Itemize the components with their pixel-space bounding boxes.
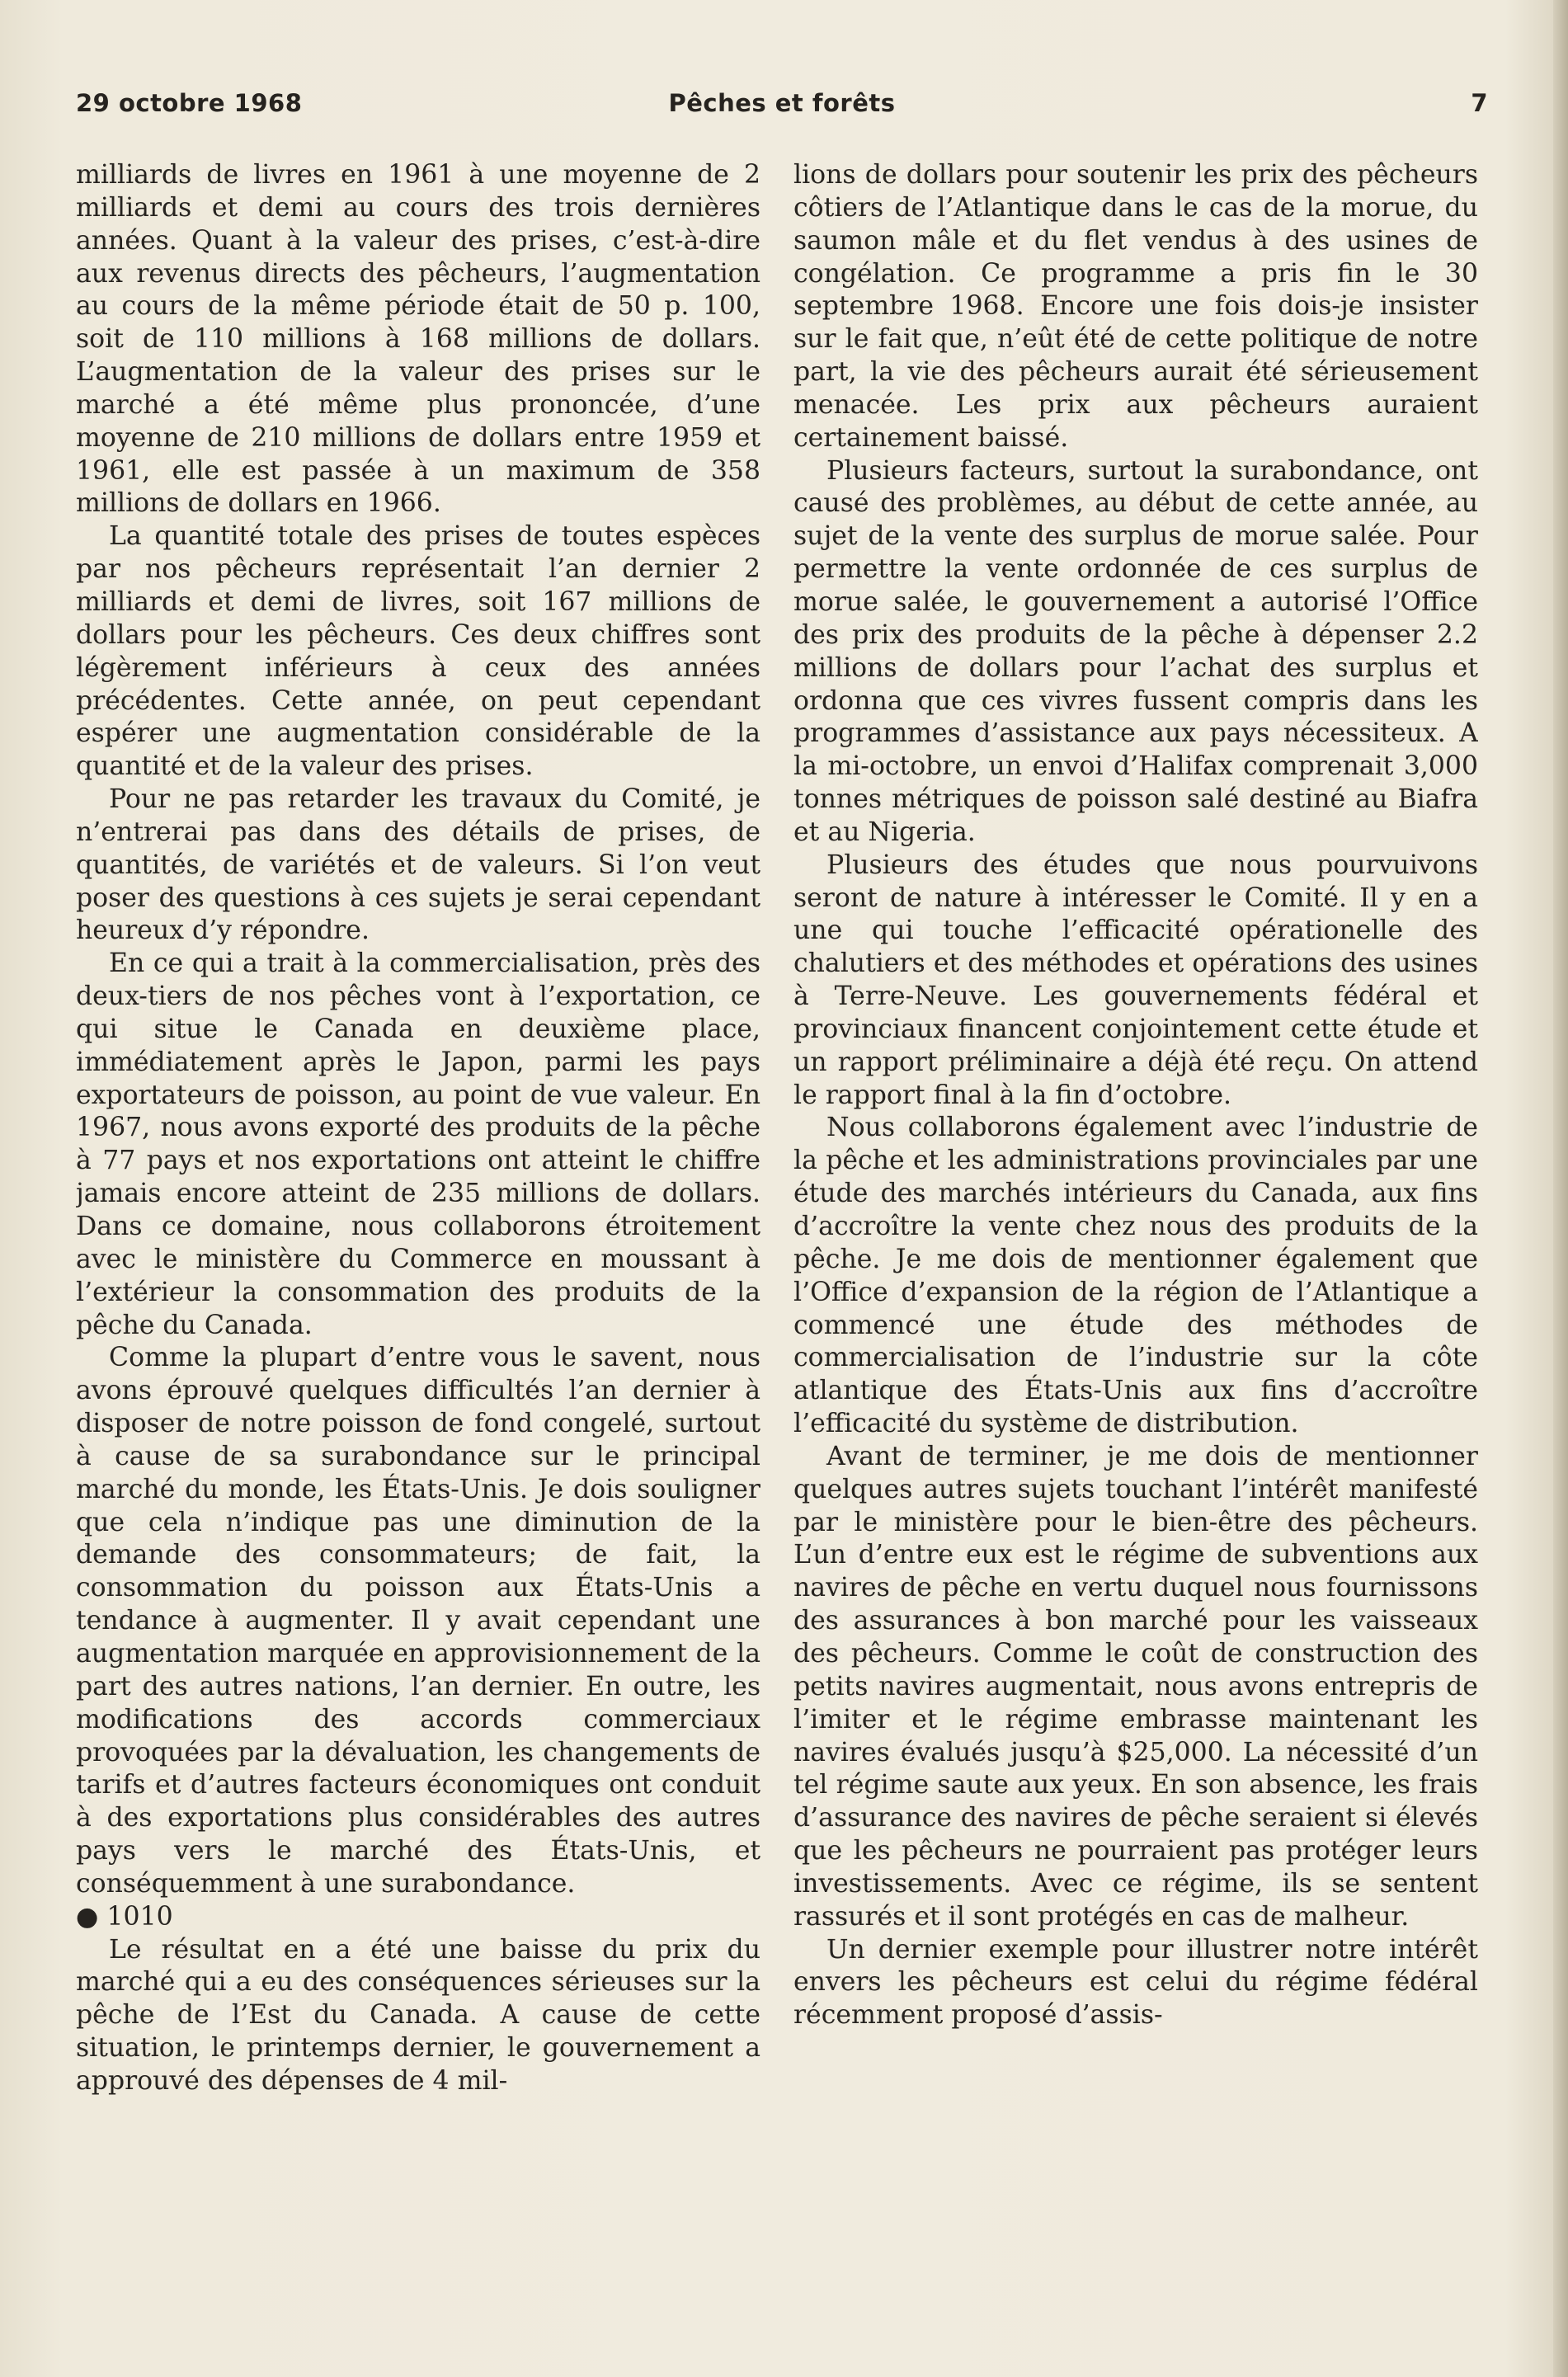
page-number: 7: [1471, 89, 1488, 117]
paragraph: Avant de terminer, je me dois de mentionner quelques autres sujets touchant l’intérêt manifesté par le ministère pour le bien-être des pêcheurs. L’un d’entre eux est le régime de subventions aux navires de pêche en vertu duquel nous fournissons des assurances à bon marché pour les vaisseaux des pêcheurs. Comme le coût de construction des petits navires augmentait, nous avons entrepris de l’imiter et le régime embrasse maintenant les navires évalués jusqu’à $25,000. La nécessité d’un tel régime saute aux yeux. En son absence, les frais d’assurance des navires de pêche seraient si élevés que les pêcheurs ne pourraient pas protéger leurs investissements. Avec ce régime, ils se sentent rassurés et il sont protégés en cas de malheur.: [793, 1441, 1478, 1932]
running-header: [76, 89, 1488, 125]
paragraph: Plusieurs facteurs, surtout la surabondance, ont causé des problèmes, au début de cette année, au sujet de la vente des surplus de morue salée. Pour permettre la vente ordonnée de ces surplus de morue salée, le gouvernement a autorisé l’Office des prix des produits de la pêche à dépenser 2.2 millions de dollars pour l’achat des surplus et ordonna que ces vivres fussent compris dans les programmes d’assistance aux pays nécessiteux. A la mi-octobre, un envoi d’Halifax comprenait 3,000 tonnes métriques de poisson salé destiné au Biafra et au Nigeria.: [793, 455, 1478, 847]
paragraph: lions de dollars pour soutenir les prix des pêcheurs côtiers de l’Atlantique dans le cas de la morue, du saumon mâle et du flet vendus à des usines de congélation. Ce programme a pris fin le 30 septembre 1968. Encore une fois dois-je insister sur le fait que, n’eût été de cette politique de notre part, la vie des pêcheurs aurait été sérieusement menacée. Les prix aux pêcheurs auraient certainement baissé.: [793, 160, 1478, 453]
paragraph: Un dernier exemple pour illustrer notre intérêt envers les pêcheurs est celui du régime fédéral récemment proposé d’assis-: [793, 1934, 1478, 2031]
paragraph: Le résultat en a été une baisse du prix du marché qui a eu des conséquences sérieuses sur la pêche de l’Est du Canada. A cause de cette situation, le printemps dernier, le gouvernement a approuvé des dépenses de 4 mil-: [76, 1934, 760, 2096]
paragraph: milliards de livres en 1961 à une moyenne de 2 milliards et demi au cours des trois dernières années. Quant à la valeur des prises, c’est-à-dire aux revenus directs des pêcheurs, l’augmentation au cours de la même période était de 50 p. 100, soit de 110 millions à 168 millions de dollars. L’augmentation de la valeur des prises sur le marché a été même plus prononcée, d’une moyenne de 210 millions de dollars entre 1959 et 1961, elle est passée à un maximum de 358 millions de dollars en 1966.: [76, 160, 760, 519]
binding-edge: [1553, 0, 1568, 2377]
left-column: [76, 159, 760, 2254]
header-date: 29 octobre 1968: [76, 89, 303, 117]
paragraph: Pour ne pas retarder les travaux du Comité, je n’entrerai pas dans des détails de prises, de quantités, de variétés et de valeurs. Si l’on veut poser des questions à ces sujets je serai cependant heureux d’y répondre.: [76, 784, 760, 946]
header-title: Pêches et forêts: [668, 89, 896, 117]
paragraph: Plusieurs des études que nous pourvuivons seront de nature à intéresser le Comité. Il y en a une qui touche l’efficacité opérationelle des chalutiers et des méthodes et opérations des usines à Terre-Neuve. Les gouvernements fédéral et provinciaux financent conjointement cette étude et un rapport préliminaire a déjà été reçu. On attend le rapport final à la fin d’octobre.: [793, 850, 1478, 1110]
time-marker: ● 1010: [76, 1901, 173, 1932]
paragraph: En ce qui a trait à la commercialisation, près des deux-tiers de nos pêches vont à l’exportation, ce qui situe le Canada en deuxième place, immédiatement après le Japon, parmi les pays exportateurs de poisson, au point de vue valeur. En 1967, nous avons exporté des produits de la pêche à 77 pays et nos exportations ont atteint le chiffre jamais encore atteint de 235 millions de dollars. Dans ce domaine, nous collaborons étroitement avec le ministère du Commerce en moussant à l’extérieur la consommation des produits de la pêche du Canada.: [76, 948, 760, 1340]
paragraph: La quantité totale des prises de toutes espèces par nos pêcheurs représentait l’an dernier 2 milliards et demi de livres, soit 167 millions de dollars pour les pêcheurs. Ces deux chiffres sont légèrement inférieurs à ceux des années précédentes. Cette année, on peut cependant espérer une augmentation considérable de la quantité et de la valeur des prises.: [76, 521, 760, 782]
paragraph: Comme la plupart d’entre vous le savent, nous avons éprouvé quelques difficultés l’an dernier à disposer de notre poisson de fond congelé, surtout à cause de sa surabondance sur le principal marché du monde, les États-Unis. Je dois souligner que cela n’indique pas une diminution de la demande des consommateurs; de fait, la consommation du poisson aux États-Unis a tendance à augmenter. Il y avait cependant une augmentation marquée en approvisionnement de la part des autres nations, l’an dernier. En outre, les modifications des accords commerciaux provoquées par la dévaluation, les changements de tarifs et d’autres facteurs économiques ont conduit à des exportations plus considérables des autres pays vers le marché des États-Unis, et conséquemment à une surabondance.: [76, 1343, 760, 1899]
right-column: [793, 159, 1478, 2254]
paragraph: Nous collaborons également avec l’industrie de la pêche et les administrations provinciales par une étude des marchés intérieurs du Canada, aux fins d’accroître la vente chez nous des produits de la pêche. Je me dois de mentionner également que l’Office d’expansion de la région de l’Atlantique a commencé une étude des méthodes de commercialisation de l’industrie sur la côte atlantique des États-Unis aux fins d’accroître l’efficacité du système de distribution.: [793, 1113, 1478, 1439]
